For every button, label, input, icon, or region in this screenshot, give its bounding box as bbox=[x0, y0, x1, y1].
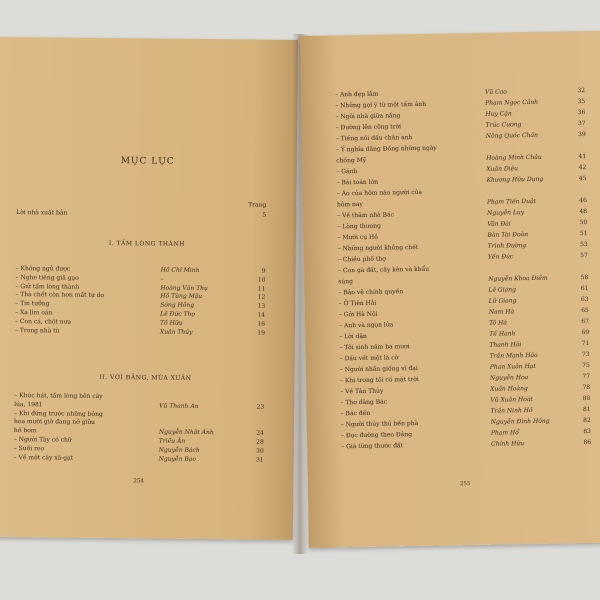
entry-page: 28 bbox=[256, 438, 264, 446]
toc-entry bbox=[340, 394, 591, 407]
toc-entry bbox=[338, 263, 588, 275]
toc-entry bbox=[15, 317, 266, 328]
entry-author: Lê Đức Thọ bbox=[160, 310, 196, 318]
entry-author: Hoàng Minh Châu bbox=[486, 153, 542, 162]
entry-author: Vân Đài bbox=[487, 220, 511, 228]
entry-title: – Chiều phố thợ bbox=[337, 255, 386, 264]
toc-entry bbox=[337, 219, 588, 231]
toc-entry bbox=[337, 252, 588, 264]
entry-author: Lữ Giang bbox=[488, 297, 517, 305]
entry-title: – Đọc đường theo Đảng bbox=[340, 431, 413, 440]
toc-entry bbox=[15, 291, 266, 302]
toc-entry bbox=[14, 392, 264, 400]
entry-title: – Đường lên công trời bbox=[335, 123, 402, 132]
entry-title: – Về Tân Thủy bbox=[340, 387, 384, 396]
entry-page: 42 bbox=[578, 164, 587, 172]
open-book bbox=[0, 40, 600, 560]
entry-author: Lê Giang bbox=[488, 286, 516, 294]
entry-title: – Không ngủ được bbox=[15, 265, 71, 273]
entry-author: Tế Hanh bbox=[489, 330, 516, 338]
toc-entry bbox=[15, 300, 266, 310]
page-number-right: 255 bbox=[459, 481, 471, 488]
entry-title: – Gánh bbox=[336, 168, 358, 176]
toc-entry bbox=[15, 265, 266, 275]
entry-title: – Ý nghĩa dâng Đồng những ngày bbox=[335, 144, 437, 154]
entry-author: Huy Cận bbox=[485, 110, 512, 118]
entry-title: – Bài toán lớn bbox=[336, 178, 379, 187]
entry-page: 10 bbox=[257, 276, 266, 284]
entry-title: – Tiếng nói dấu chân anh bbox=[335, 134, 413, 143]
entry-author: Chính Hữu bbox=[491, 440, 525, 448]
section-heading-1: I. TẤM LÒNG THÀNH bbox=[108, 240, 185, 248]
entry-page: 77 bbox=[582, 372, 591, 381]
toc-entry bbox=[15, 309, 266, 319]
entry-author: Trúc Cương bbox=[485, 121, 522, 129]
entry-page: 11 bbox=[257, 285, 266, 293]
trang-label: Trang bbox=[248, 201, 267, 209]
entry-page: 45 bbox=[578, 175, 587, 183]
entry-author: Xuân Hoàng bbox=[490, 385, 528, 393]
entry-title: – Lòng thương bbox=[337, 222, 381, 231]
entry-title: hoa mười giờ đang nở giữa bbox=[13, 418, 95, 427]
entry-title: – Giữ tấm lòng thành bbox=[15, 282, 80, 291]
entry-title: – Mười cụ Hồ bbox=[337, 233, 378, 242]
entry-title: hôm nay bbox=[336, 200, 363, 209]
entry-page: 46 bbox=[579, 197, 587, 205]
entry-title: – Bác đến bbox=[340, 409, 371, 418]
toc-entry bbox=[336, 186, 587, 198]
entry-author: Nguyễn Hoa bbox=[489, 374, 529, 382]
entry-title: – Khi đứng trước những bông bbox=[14, 409, 103, 418]
entry-title: – Người Tày có chữ bbox=[13, 436, 72, 444]
entry-title: – Bảo vệ chính quyền bbox=[338, 288, 404, 297]
entry-page: 30 bbox=[256, 447, 264, 455]
entry-title: súng bbox=[338, 278, 354, 286]
entry-author: Khương Hữu Dụng bbox=[486, 175, 544, 184]
entry-author: Trần Ninh Hồ bbox=[490, 406, 533, 415]
entry-page: 16 bbox=[257, 320, 266, 328]
entry-author: Hoàng Văn Thụ bbox=[160, 284, 208, 292]
entry-page: 75 bbox=[582, 361, 590, 370]
toc-entry bbox=[338, 296, 589, 308]
entry-page: 24 bbox=[256, 429, 264, 437]
toc-entry bbox=[335, 109, 586, 121]
toc-entry bbox=[340, 416, 591, 429]
toc-entry bbox=[337, 208, 588, 220]
entry-page: 86 bbox=[583, 438, 592, 447]
entry-title: – Xa lìm oán bbox=[15, 309, 53, 317]
entry-page: 23 bbox=[256, 403, 265, 411]
toc-entry bbox=[15, 282, 266, 293]
entry-title: Lời nhà xuất bản bbox=[16, 209, 68, 217]
toc-entry bbox=[340, 405, 591, 418]
entry-title: chống Mỹ bbox=[336, 156, 367, 165]
entry-author: Tố Hữu bbox=[159, 319, 183, 327]
toc-entry bbox=[13, 453, 264, 464]
entry-page: 39 bbox=[578, 131, 586, 139]
toc-entry bbox=[13, 444, 264, 455]
entry-title: – Áo của hôm nào người của bbox=[336, 188, 423, 198]
toc-entry bbox=[15, 273, 266, 284]
entry-title: – Ở Tiên Hải bbox=[338, 299, 377, 308]
entry-page: 65 bbox=[581, 307, 589, 315]
entry-title: – Con gà đất, cây kèn và khẩu bbox=[338, 265, 430, 275]
toc-entry bbox=[13, 418, 264, 427]
entry-title: lúa, 1981 bbox=[14, 400, 43, 409]
entry-title: – Những gợi ý từ một tấm ảnh bbox=[335, 100, 427, 110]
entry-page: 12 bbox=[257, 293, 266, 302]
entry-author: Xuân Thủy bbox=[159, 328, 193, 336]
entry-title: – Khúc hát, tấm lòng bên cây bbox=[14, 392, 103, 400]
toc-entry bbox=[340, 427, 592, 440]
right-page bbox=[300, 31, 600, 548]
entry-title: – Suối reo bbox=[13, 444, 45, 453]
entry-author: Phan Xuân Hạt bbox=[489, 362, 536, 371]
entry-author: Phạm Tiến Duật bbox=[486, 197, 537, 206]
toc-entry bbox=[14, 326, 265, 337]
toc-entry bbox=[335, 98, 586, 110]
entry-author: Nông Quốc Chấn bbox=[485, 131, 539, 140]
entry-title: – Lời dặn bbox=[339, 332, 367, 341]
entry-page: 9 bbox=[261, 267, 266, 275]
entry-title: – Thà chết còn hơn mất tự do bbox=[15, 291, 105, 300]
entry-title: – Những người không chết bbox=[337, 243, 419, 253]
entry-page: 36 bbox=[577, 109, 586, 117]
toc-entry bbox=[13, 436, 264, 446]
entry-page: 5 bbox=[262, 211, 267, 219]
entry-page: 78 bbox=[582, 383, 591, 392]
entry-page: 35 bbox=[577, 98, 586, 106]
entry-author: Vũ Xuân Hoát bbox=[490, 395, 533, 404]
entry-page: 58 bbox=[580, 274, 589, 282]
toc-entry bbox=[335, 142, 586, 154]
entry-author: Nguyễn Bách bbox=[158, 446, 200, 454]
entry-title: – Người thủy thủ bến phà bbox=[340, 419, 419, 429]
entry-title: – Gởi Hà Nội bbox=[338, 310, 378, 319]
entry-title: – Người nhân giống vĩ đại bbox=[339, 364, 418, 374]
entry-page: 41 bbox=[578, 153, 587, 161]
entry-page: 48 bbox=[579, 208, 588, 216]
entry-page: 50 bbox=[579, 219, 588, 227]
entry-author: Trình Đường bbox=[487, 242, 527, 250]
toc-entry bbox=[338, 274, 589, 286]
entry-page: 19 bbox=[257, 329, 265, 337]
entry-page: 51 bbox=[579, 230, 588, 238]
entry-author: Thanh Hải bbox=[489, 341, 522, 349]
toc-entry bbox=[336, 197, 587, 209]
entry-author: Nguyễn Bạo bbox=[158, 455, 197, 463]
entry-page: 71 bbox=[581, 339, 590, 348]
toc-entry bbox=[338, 307, 589, 319]
toc-entry bbox=[337, 241, 588, 253]
entry-page: 37 bbox=[577, 120, 586, 128]
toc-entry bbox=[339, 339, 590, 352]
entry-author: Xuân Diệu bbox=[486, 165, 519, 173]
entry-title: – Nghe tiếng giã gạo bbox=[15, 273, 79, 282]
entry-page: 73 bbox=[581, 350, 590, 359]
toc-entry bbox=[339, 317, 590, 330]
entry-title: hố bom bbox=[13, 427, 37, 435]
entry-page: 67 bbox=[581, 317, 590, 326]
entry-title: – Thơ dâng Bác bbox=[340, 398, 388, 407]
entry-author: Nam Hà bbox=[488, 308, 515, 316]
entry-author: Phạm Hổ bbox=[490, 429, 520, 437]
toc-entry bbox=[338, 285, 589, 297]
entry-page: 31 bbox=[255, 456, 264, 464]
toc-entry bbox=[334, 87, 586, 99]
entry-page: 80 bbox=[582, 394, 591, 403]
entry-title: – Dấu vết một là cờ bbox=[339, 354, 399, 363]
entry-title: – Anh đẹp lắm bbox=[334, 90, 379, 99]
intro-entry bbox=[16, 209, 267, 219]
toc-entry bbox=[14, 409, 264, 418]
left-page bbox=[0, 37, 298, 540]
toc-entry bbox=[336, 175, 587, 187]
entry-title: – Tôi sinh năm ba mươi bbox=[339, 343, 410, 352]
entry-page: 14 bbox=[257, 311, 266, 319]
entry-page: 57 bbox=[580, 252, 588, 260]
entry-page: 82 bbox=[583, 416, 591, 425]
entry-author: Triều Ân bbox=[158, 437, 186, 445]
toc-entry bbox=[339, 350, 590, 363]
toc-entry bbox=[336, 164, 587, 176]
entry-author: Hồ Chí Minh bbox=[160, 266, 200, 274]
entry-author: Bàn Tài Đoàn bbox=[487, 231, 529, 239]
entry-author: Sóng Hồng bbox=[160, 301, 195, 310]
entry-page: 63 bbox=[580, 296, 589, 304]
toc-entry bbox=[341, 438, 592, 451]
entry-title: – Trong nhà tù bbox=[14, 326, 60, 335]
toc-entry bbox=[336, 153, 587, 165]
entry-title: – Giá từng thước đất bbox=[341, 442, 404, 451]
section-heading-2: II. VỚI ĐẢNG, MÙA XUÂN bbox=[99, 373, 192, 382]
entry-author: Nguyễn Khoa Điềm bbox=[488, 274, 548, 283]
entry-page: 81 bbox=[582, 405, 591, 414]
toc-title: MỤC LỤC bbox=[120, 156, 175, 167]
entry-title: – Ngôi nhà giữa nắng bbox=[335, 112, 401, 121]
toc-entry bbox=[13, 427, 264, 437]
entry-title: – Về một cây xã-gạt bbox=[13, 453, 74, 462]
entry-page: 83 bbox=[583, 427, 592, 436]
entry-page: 53 bbox=[579, 241, 588, 249]
toc-entry bbox=[339, 328, 590, 341]
entry-title: – Anh và ngọn lửa bbox=[339, 321, 394, 330]
entry-author: – bbox=[160, 275, 164, 283]
entry-author: Nguyễn Nhật Ánh bbox=[158, 428, 214, 437]
toc-entry bbox=[337, 230, 588, 242]
toc-entry bbox=[335, 131, 586, 143]
entry-title: – Con cá, chột nưa bbox=[15, 317, 72, 326]
toc-entry bbox=[339, 372, 591, 385]
entry-author: Nguyễn Luy bbox=[487, 209, 525, 217]
entry-author: Yến Đức bbox=[487, 253, 514, 261]
entry-page: 69 bbox=[581, 328, 590, 337]
entry-author: Nguyễn Đình Hồng bbox=[490, 417, 550, 426]
entry-page: 13 bbox=[257, 302, 266, 310]
toc-entry bbox=[340, 383, 591, 396]
entry-author: Trần Mạnh Hảo bbox=[489, 351, 538, 360]
entry-title: – Tin tưởng bbox=[15, 300, 50, 308]
entry-author: Phạm Ngọc Cảnh bbox=[485, 98, 539, 107]
entry-page: 32 bbox=[577, 87, 586, 95]
page-number-left: 254 bbox=[133, 478, 144, 485]
toc-entry bbox=[14, 400, 265, 411]
toc-entry bbox=[339, 361, 590, 374]
entry-author: Tô Hà bbox=[488, 319, 507, 327]
entry-title: – Về thăm nhà Bác bbox=[337, 211, 395, 220]
entry-author: Vũ Cao bbox=[484, 88, 507, 96]
entry-title: – Khi trong tôi có mặt trời bbox=[339, 375, 419, 385]
toc-entry bbox=[335, 120, 586, 132]
entry-author: Hồ Tùng Mậu bbox=[160, 292, 203, 301]
entry-author: Vũ Thanh An bbox=[159, 402, 199, 410]
entry-page: 61 bbox=[580, 285, 589, 293]
